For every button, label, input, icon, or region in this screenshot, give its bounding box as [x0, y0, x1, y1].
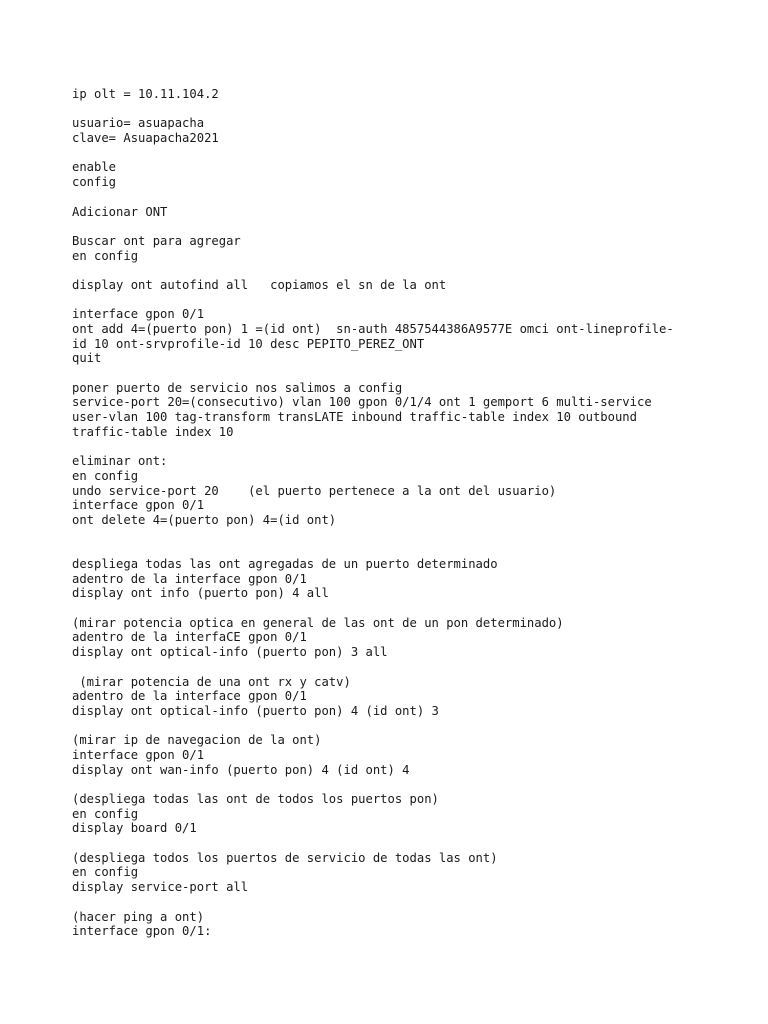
text-line: display ont info (puerto pon) 4 all — [72, 586, 329, 601]
blank-line — [72, 777, 752, 792]
blank-line — [72, 366, 752, 381]
blank-line — [72, 528, 752, 543]
text-line: ip olt = 10.11.104.2 — [72, 87, 219, 101]
text-line: user-vlan 100 tag-transform transLATE inbound traffic-table index 10 outbound — [72, 410, 637, 425]
text-line: quit — [72, 351, 102, 366]
text-line: ont add 4=(puerto pon) 1 =(id ont) sn-auth 4857544386A9577E omci ont-lineprofile- — [72, 322, 674, 336]
text-line: en config — [72, 248, 139, 263]
text-line: interface gpon 0/1 — [72, 307, 205, 322]
text-line: traffic-table index 10 — [72, 424, 234, 439]
text-line: Buscar ont para agregar — [72, 233, 241, 248]
text-line: undo service-port 20 (el puerto pertenece a la ont del usuario) — [72, 483, 557, 498]
blank-line — [72, 263, 752, 278]
text-line: en config — [72, 468, 139, 483]
text-line: display ont optical-info (puerto pon) 4 (id ont) 3 — [72, 703, 439, 718]
text-line: display board 0/1 — [72, 821, 197, 836]
blank-line — [72, 660, 752, 675]
blank-line — [72, 895, 752, 910]
text-line: display ont wan-info (puerto pon) 4 (id ont) 4 — [72, 762, 410, 777]
text-line: (despliega todas las ont de todos los puertos pon) — [72, 792, 439, 806]
blank-line — [72, 719, 752, 734]
text-line: clave= Asuapacha2021 — [72, 131, 219, 146]
text-line: display service-port all — [72, 880, 249, 895]
text-line: display ont optical-info (puerto pon) 3 all — [72, 645, 388, 660]
text-line: (despliega todos los puertos de servicio de todas las ont) — [72, 850, 498, 865]
text-line: (mirar potencia optica en general de las ont de un pon determinado) — [72, 615, 564, 630]
blank-line — [72, 146, 752, 161]
text-line: enable — [72, 160, 117, 175]
text-line: display ont autofind all copiamos el sn de la ont — [72, 277, 447, 292]
blank-line — [72, 601, 752, 616]
text-line: (mirar potencia de una ont rx y catv) — [72, 674, 351, 689]
text-line: eliminar ont: — [72, 454, 168, 469]
text-line: (hacer ping a ont) — [72, 909, 205, 924]
blank-line — [72, 190, 752, 205]
text-line: adentro de la interface gpon 0/1 — [72, 571, 307, 586]
text-line: config — [72, 175, 117, 190]
blank-line — [72, 542, 752, 557]
text-line: en config — [72, 806, 139, 821]
blank-line — [72, 293, 752, 308]
text-line: interface gpon 0/1: — [72, 924, 212, 939]
blank-line — [72, 219, 752, 234]
blank-line — [72, 102, 752, 117]
text-line: (mirar ip de navegacion de la ont) — [72, 733, 322, 748]
text-line: poner puerto de servicio nos salimos a config — [72, 380, 403, 395]
text-line: adentro de la interfaCE gpon 0/1 — [72, 630, 307, 645]
text-line: interface gpon 0/1 — [72, 498, 205, 513]
text-line: interface gpon 0/1 — [72, 747, 205, 762]
text-line: en config — [72, 865, 139, 880]
text-line: id 10 ont-srvprofile-id 10 desc PEPITO_PEREZ_ONT — [72, 336, 425, 351]
text-line: ont delete 4=(puerto pon) 4=(id ont) — [72, 512, 337, 527]
text-line: despliega todas las ont agregadas de un puerto determinado — [72, 557, 498, 571]
text-line: service-port 20=(consecutivo) vlan 100 gpon 0/1/4 ont 1 gemport 6 multi-service — [72, 395, 652, 410]
text-line: usuario= asuapacha — [72, 116, 205, 131]
blank-line — [72, 440, 752, 455]
document-text — [72, 87, 752, 939]
text-line: adentro de la interface gpon 0/1 — [72, 689, 307, 704]
text-line: Adicionar ONT — [72, 204, 168, 219]
blank-line — [72, 836, 752, 851]
